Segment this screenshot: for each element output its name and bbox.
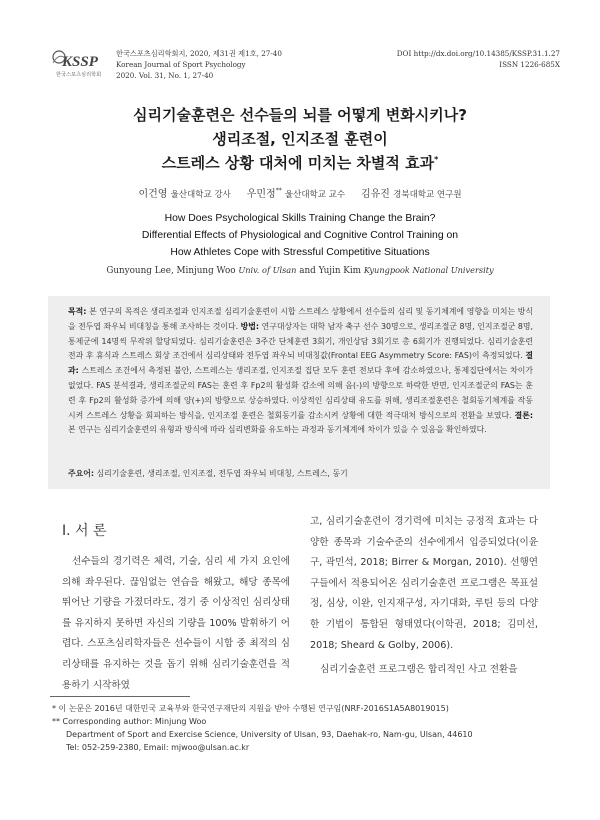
footnote-funding: * 이 논문은 2016년 대한민국 교육부와 한국연구재단의 지원을 받아 수행된 연구임(NRF-2016S1A5A8019015)	[52, 704, 449, 713]
author-3: 김유진	[360, 189, 390, 200]
authors-en-conj: and Yujin Kim	[296, 266, 362, 276]
title-kr-line2: 생리조절, 인지조절 훈련이	[212, 130, 388, 148]
body-left-column	[62, 552, 290, 696]
abstract-method: 연구대상자는 대학 남자 축구 선수 30명으로, 생리조절군 8명, 인지조절군 8명, 통제군에 14명씩 무작위 할당되었다. 심리기술훈련은 3주간 단체훈련 3회기, 개인상담 3회기로 총 6회기가 진행되었다. 심리기술훈련 전과 후 휴식과 스트레스 회상 조건에서 심리상태와 전두엽 좌우뇌 비대칭값(Frontal EEG Asymmetry Score: FAS)이 측정되었다.	[68, 321, 533, 361]
journal-name-kr: 한국스포츠심리학회지, 2020, 제31권 제1호, 27-40	[116, 49, 282, 58]
title-footnote-mark: *	[434, 155, 439, 164]
journal-citation	[116, 48, 282, 81]
journal-identifiers	[397, 48, 560, 70]
kssp-logo	[50, 46, 108, 84]
keywords-text: 심리기술훈련, 생리조절, 인지조절, 전두엽 좌우뇌 비대칭, 스트레스, 동기	[94, 469, 348, 478]
abstract-conclusion-label: 결론:	[514, 410, 533, 420]
author-1: 이건영	[138, 189, 168, 200]
title-en-line3: How Athletes Cope with Stressful Competitive Situations	[170, 247, 430, 258]
authors-en-names: Gunyoung Lee, Minjung Woo	[106, 266, 236, 276]
abstract-method-label: 방법:	[240, 321, 260, 331]
authors-kr	[0, 185, 600, 200]
abstract-result-label: 결과:	[68, 351, 533, 376]
footnote-rule	[50, 696, 190, 697]
author-2: 우민정	[246, 189, 276, 200]
footnote-corresponding: ** Corresponding author: Minjung Woo	[52, 717, 207, 726]
author-1-affiliation: 울산대학교 강사	[170, 190, 231, 200]
keywords-label: 주요어:	[68, 469, 95, 478]
abstract-conclusion: 본 연구는 심리기술훈련의 유형과 방식에 따라 심리변화를 유도하는 과정과 동기체계에 차이가 있을 수 있음을 확인하였다.	[68, 425, 487, 435]
abstract-result: 스트레스 조건에서 측정된 불안, 스트레스는 생리조절, 인지조절 집단 모두 훈련 전보다 후에 감소하였으나, 통제집단에서는 차이가 없었다. FAS 분석결과, 생리조절군의 FAS는 훈련 후 Fp2의 활성화 감소에 의해 음(-)의 방향으로 하락한 반면, 인지조절군의 FAS는 훈련 후 Fp2의 활성화 증가에 의해 양(+)의 방향으로 상승하였다. 이상적인 심리상태 유도를 위해, 생리조절훈련은 철회동기체계를 작동시켜 스트레스 상황을 회피하는 방식을, 인지조절 훈련은 철회동기를 감소시켜 상황에 대한 적극대처 방식으로의 전환을 보였다.	[68, 366, 533, 420]
abstract-purpose: 본 연구의 목적은 생리조절과 인지조절 심리기술훈련이 시합 스트레스 상황에서 선수들의 심리 및 동기체계에 영향을 미치는 방식을 전두엽 좌우뇌 비대칭을 통해 조사하는 것이다.	[68, 307, 533, 331]
journal-header	[50, 46, 560, 86]
body-paragraph: 심리기술훈련 프로그램은 합리적인 사고 전환을	[320, 664, 518, 676]
doi-link[interactable]: DOI http://dx.doi.org/10.14385/KSSP.31.1.27	[396, 49, 560, 58]
authors-en	[0, 265, 600, 276]
title-en-line1: How Does Psychological Skills Training Change the Brain?	[164, 213, 436, 224]
authors-en-affiliation-2: Kyungpook National University	[363, 265, 494, 275]
title-en-line2: Differential Effects of Physiological and Cognitive Control Training on	[141, 230, 459, 241]
abstract-purpose-label: 목적:	[68, 307, 87, 316]
author-2-mark: **	[275, 187, 282, 195]
logo-text: KSSP	[62, 54, 98, 70]
author-2-affiliation: 울산대학교 교수	[284, 190, 346, 200]
body-right-column	[310, 512, 538, 681]
footnote-contact: Tel: 052-259-2380, Email: mjwoo@ulsan.ac.kr	[66, 743, 250, 752]
footnote-address: Department of Sport and Exercise Science, University of Ulsan, 93, Daehak-ro, Nam-gu, Ulsan, 44610	[66, 730, 473, 739]
issn: ISSN 1226-685X	[499, 60, 560, 69]
title-kr-line3: 스트레스 상황 대처에 미치는 차별적 효과*	[161, 154, 439, 172]
keywords	[68, 468, 533, 479]
body-paragraph: 고, 심리기술훈련이 경기력에 미치는 긍정적 효과는 다양한 종목과 기술수준의 선수에게서 입증되었다(이윤구, 곽민석, 2018; Birrer & Morgan, 2010). 선행연구들에서 적용되어온 심리기술훈련 프로그램은 목표설정, 심상, 이완, 인지재구성, 자기대화, 루틴 등의 다양한 기법이 통합된 형태였다(이학권, 2018; 김미선, 2018; Sheard & Golby, 2006).	[310, 516, 538, 651]
abstract	[68, 305, 533, 438]
author-3-affiliation: 경북대학교 연구원	[393, 190, 462, 200]
journal-name-en: Korean Journal of Sport Psychology	[116, 60, 246, 69]
logo-subtext: 한국스포츠심리학회	[56, 72, 102, 78]
journal-volume: 2020. Vol. 31, No. 1, 27-40	[116, 71, 214, 80]
body-paragraph: 선수들의 경기력은 체력, 기술, 심리 세 가지 요인에 의해 좌우된다. 끊임없는 연습을 해왔고, 해당 종목에 뛰어난 기량을 가졌더라도, 경기 중 이상적인 심리상태를 유지하지 못하면 자신의 기량을 100% 발휘하기 어렵다. 스포츠심리학자들은 선수들이 시합 중 최적의 심리상태를 유지하는 것을 돕기 위해 심리기술훈련을 적용하기 시작하였	[62, 556, 290, 691]
title-kr-line1: 심리기술훈련은 선수들의 뇌를 어떻게 변화시키나?	[133, 106, 467, 124]
section-heading: Ⅰ. 서 론	[62, 523, 107, 539]
authors-en-affiliation-1: Univ. of Ulsan	[238, 265, 297, 275]
